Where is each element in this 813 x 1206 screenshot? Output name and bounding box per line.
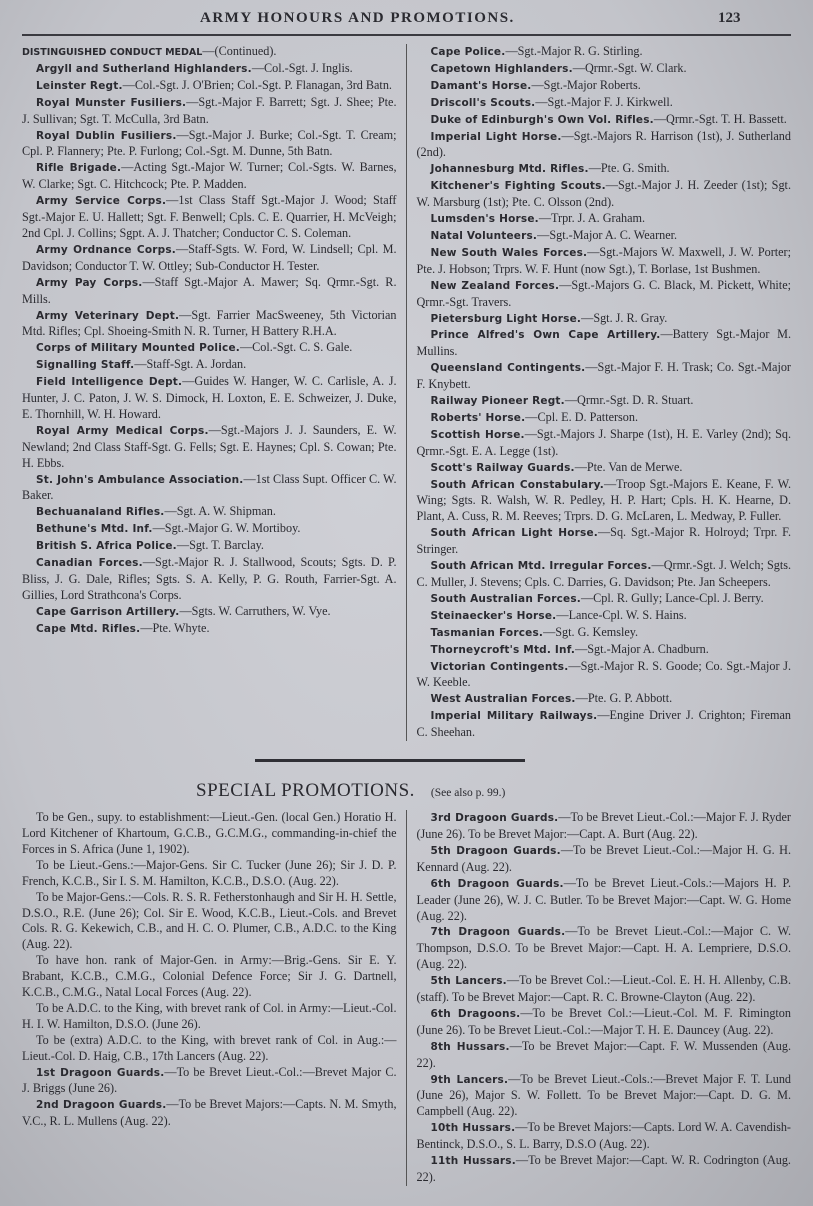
unit-name: 5th Lancers.: [430, 975, 507, 988]
unit-name: Rifle Brigade.: [36, 162, 122, 175]
unit-name: Prince Alfred's Own Cape Artillery.: [430, 329, 661, 342]
entry: [417, 924, 792, 973]
unit-name: Natal Volunteers.: [430, 229, 538, 242]
unit-name: 7th Dragoon Guards.: [430, 926, 566, 939]
unit-name: Cape Mtd. Rifles.: [36, 622, 141, 635]
unit-name: Corps of Military Mounted Police.: [36, 342, 240, 355]
entry: [22, 538, 397, 555]
entry-text: —To be Brevet Lieut.-Col.:—Major F. J. Ryder (June 26). To be Brevet Major:—Capt. A. Burt (Aug. 22).: [416, 810, 791, 841]
special-left-list: [22, 810, 397, 1130]
entry: [22, 242, 397, 275]
entry-text: —Qrmr.-Sgt. J. Welch; Sgts. C. Muller, J. Stevens; Cpls. C. Darries, G. Davidson; Pte. Jan Scheepers.: [416, 558, 791, 589]
unit-name: Capetown Highlanders.: [430, 62, 573, 75]
unit-name: Army Service Corps.: [36, 195, 167, 208]
entry: [22, 95, 397, 128]
unit-name: Army Pay Corps.: [36, 276, 143, 289]
entry-text: —Sgt.-Major G. W. Mortiboy.: [152, 521, 301, 536]
unit-name: Royal Army Medical Corps.: [36, 424, 209, 437]
entry-text: —To be Brevet Majors:—Capts. N. M. Smyth, V.C., R. L. Mullens (Aug. 22).: [22, 1097, 397, 1129]
entry-text: —Pte. Van de Merwe.: [574, 459, 683, 474]
unit-name: Scott's Railway Guards.: [430, 461, 575, 474]
entry-text: To be Major-Gens.:—Cols. R. S. R. Fetherstonhaugh and Sir H. H. Settle, D.S.O., R.E. (June 26); Col. Sir E. Wood, K.C.B., Lieut.-Cols. and Brevet Cols. R. G. Kekewich, C.B., and H. C. O. Plumer, C.B., A.D.C. to the King (Aug. 22).: [22, 889, 397, 952]
unit-name: Queensland Contingents.: [430, 362, 586, 375]
entry: [22, 78, 397, 95]
unit-name: Imperial Light Horse.: [430, 130, 562, 143]
entry-text: —Sgt.-Major R. J. Stallwood, Scouts; Sgts. D. P. Bliss, J. G. Dale, Rifles; Sgts. S. A. Kelly, P. G. Routh, Farrier-Sgt. A. Gillies, Lord Strathcona's Corps.: [22, 555, 397, 602]
entry-text: —Lance-Cpl. W. S. Hains.: [556, 607, 687, 622]
entry: [417, 161, 792, 178]
entry-text: —Sgt. J. R. Gray.: [581, 310, 668, 325]
unit-name: New South Wales Forces.: [430, 246, 588, 259]
unit-name: South African Mtd. Irregular Forces.: [430, 560, 652, 573]
dcm-heading-text: DISTINGUISHED CONDUCT MEDAL: [22, 47, 203, 58]
entry: [417, 61, 792, 78]
entry: [22, 810, 397, 858]
dcm-heading: [22, 44, 397, 61]
entry: [22, 621, 397, 638]
entry: [22, 308, 397, 341]
entry: [22, 340, 397, 357]
entry: [22, 953, 397, 1001]
entry: [22, 1065, 397, 1098]
entry: [417, 112, 792, 129]
entry-text: —Sgt. G. Kemsley.: [543, 624, 639, 639]
unit-name: Argyll and Sutherland Highlanders.: [36, 62, 252, 75]
entry-text: —Sgts. W. Carruthers, W. Vye.: [179, 603, 331, 618]
entry: [22, 555, 397, 604]
entry-text: To have hon. rank of Major-Gen. in Army:—Brig.-Gens. Sir E. Y. Brabant, K.C.B., C.M.G., Colonial Defence Force; Sir J. G. Dartnell, K.C.B., C.M.G., Natal Local Forces (Aug. 22).: [22, 953, 397, 1000]
unit-name: 11th Hussars.: [430, 1155, 516, 1168]
entry-text: —Pte. Whyte.: [140, 620, 210, 635]
entry-text: To be Gen., supy. to establishment:—Lieut.-Gen. (local Gen.) Horatio H. Lord Kitchener of Khartoum, G.C.B., G.C.M.G., commanding-in-chief the Forces in S. Africa (June 1, 1902).: [22, 810, 397, 856]
entry-text: —1st Class Staff Sgt.-Major J. Wood; Staff Sgt.-Major E. U. Hallett; Sgt. F. Benwell; Cpls. C. E. Quarrier, H. McVeigh; 2nd Cpl. J. Collins; Sgpt. A. J. Thatcher; Conductor C. S. Coleman.: [22, 193, 397, 240]
entry-text: —Sgt.-Majors J. J. Saunders, E. W. Newland; 2nd Class Staff-Sgt. G. Fells; Sgt. E. Haynes; Cpl. S. Cowan; Pte. H. Ebbs.: [22, 422, 397, 470]
entry: [22, 890, 397, 954]
entry-text: —To be Brevet Major:—Capt. F. W. Mussenden (Aug. 22).: [416, 1038, 791, 1070]
entry-text: —To be Brevet Lieut.-Cols.:—Brevet Major F. T. Lund (June 26), Major S. W. Follett. To be Brevet Major:—Capt. D. G. M. Campbell (Aug. 22).: [416, 1071, 792, 1119]
entry-text: —1st Class Supt. Officer C. W. Baker.: [22, 471, 397, 503]
unit-name: Leinster Regt.: [36, 79, 123, 92]
entry-text: —Guides W. Hanger, W. C. Carlisle, A. J. Hunter, J. C. Paton, J. W. S. Dimock, H. Loxton, E. E. Schweizer, J. Duke, E. Thornhill, W. H. Howard.: [22, 374, 397, 421]
unit-name: Pietersburg Light Horse.: [430, 312, 582, 325]
entry: [417, 178, 792, 211]
unit-name: Signalling Staff.: [36, 359, 135, 372]
unit-name: 2nd Dragoon Guards.: [36, 1099, 167, 1112]
entry-text: —Sgt.-Majors R. Harrison (1st), J. Sutherland (2nd).: [416, 128, 791, 160]
entry-text: —Sgt. T. Barclay.: [176, 538, 264, 553]
entry: [22, 472, 397, 505]
entry-text: —Sgt.-Major R. S. Goode; Co. Sgt.-Major J. W. Keeble.: [416, 658, 792, 690]
unit-name: Lumsden's Horse.: [430, 213, 539, 226]
entry-text: —Sgt.-Major F. Barrett; Sgt. J. Shee; Pte. J. Sullivan; Sgt. T. McCulla, 3rd Batn.: [22, 94, 397, 126]
dcm-left-list: [22, 61, 397, 638]
unit-name: Bechuanaland Rifles.: [36, 506, 165, 519]
unit-name: 5th Dragoon Guards.: [430, 844, 561, 857]
entry: [417, 876, 792, 925]
entry: [22, 275, 397, 308]
entry-text: —Sgt.-Majors W. Maxwell, J. W. Porter; Pte. J. Hobson; Trprs. W. F. Hunt (now Sgt.), T. Borlase, 1st Bushmen.: [416, 244, 791, 276]
entry-text: —Sgt.-Major Roberts.: [531, 77, 641, 92]
entry: [417, 1072, 792, 1121]
entry-text: —Sgt.-Major A. C. Wearner.: [537, 227, 678, 242]
entry: [22, 357, 397, 374]
dcm-right-column: [407, 44, 792, 741]
entry: [22, 61, 397, 78]
entry: [417, 608, 792, 625]
entry: [22, 521, 397, 538]
dcm-columns: [22, 44, 791, 741]
entry-text: —Battery Sgt.-Major M. Mullins.: [416, 327, 792, 359]
unit-name: Steinaecker's Horse.: [430, 609, 557, 622]
entry-text: —Trpr. J. A. Graham.: [538, 211, 646, 226]
entry-text: —Qrmr.-Sgt. D. R. Stuart.: [564, 393, 694, 408]
entry: [417, 843, 792, 876]
unit-name: Imperial Military Railways.: [430, 710, 598, 723]
entry: [417, 311, 792, 328]
entry-text: —Troop Sgt.-Majors E. Keane, F. W. Wing; Sgts. R. Walsh, W. R. Pedley, H. P. Hart; Cpls. H. K. Hearne, D. Plant, A. Cuss, R. M. Reeves; Trprs. D. G. McLaren, L. Medway, P. Fuller.: [416, 476, 791, 524]
entry: [417, 427, 792, 460]
entry: [417, 327, 792, 360]
unit-name: Cape Police.: [430, 46, 506, 58]
unit-name: Canadian Forces.: [36, 557, 143, 570]
entry: [22, 374, 397, 423]
entry: [22, 160, 397, 193]
special-right-column: [407, 810, 792, 1186]
running-title: ARMY HONOURS AND PROMOTIONS.: [200, 10, 515, 26]
section-title: SPECIAL PROMOTIONS.: [196, 780, 415, 802]
unit-name: Duke of Edinburgh's Own Vol. Rifles.: [430, 113, 654, 126]
entry: [417, 591, 792, 608]
entry: [417, 1153, 792, 1186]
unit-name: Army Veterinary Dept.: [36, 309, 180, 322]
entry-text: —Sgt. Farrier MacSweeney, 5th Victorian Mtd. Rifles; Cpl. Shoeing-Smith N. R. Turner, H Battery R.H.A.: [22, 307, 397, 339]
special-left-column: [22, 810, 407, 1186]
entry: [22, 604, 397, 621]
entry-text: —Sgt.-Major A. Chadburn.: [575, 641, 709, 656]
entry: [22, 193, 397, 242]
entry: [22, 858, 397, 890]
page-number: 123: [718, 10, 741, 26]
entry-text: —Staff-Sgts. W. Ford, W. Lindsell; Cpl. M. Davidson; Conductor T. W. Ottley; Sub-Conductor H. Tester.: [22, 241, 397, 273]
dcm-left-column: [22, 44, 407, 741]
unit-name: Johannesburg Mtd. Rifles.: [430, 163, 589, 176]
entry-text: —Col.-Sgt. C. S. Gale.: [239, 340, 353, 355]
unit-name: West Australian Forces.: [430, 693, 576, 706]
entry-text: —To be Brevet Lieut.-Col.:—Brevet Major C. J. Briggs (June 26).: [22, 1064, 397, 1096]
unit-name: Kitchener's Fighting Scouts.: [430, 180, 606, 193]
entry-text: —Sgt.-Major R. G. Stirling.: [505, 44, 643, 58]
unit-name: British S. Africa Police.: [36, 540, 177, 553]
unit-name: South Australian Forces.: [430, 592, 581, 605]
unit-name: 9th Lancers.: [430, 1073, 509, 1086]
entry-text: —To be Brevet Col.:—Lieut.-Col. M. F. Rimington (June 26). To be Brevet Lieut.-Col.:—Major T. H. E. Dauncey (Aug. 22).: [416, 1005, 791, 1037]
entry: [417, 1039, 792, 1072]
unit-name: Field Intelligence Dept.: [36, 376, 183, 389]
section-rule: [255, 759, 525, 762]
entry-text: To be Lieut.-Gens.:—Major-Gens. Sir C. Tucker (June 26); Sir J. D. P. French, K.C.B., Sir I. S. M. Hamilton, K.C.B., D.S.O. (Aug. 22).: [22, 857, 397, 888]
unit-name: Royal Dublin Fusiliers.: [36, 129, 177, 142]
entry-text: —Sgt.-Majors J. Sharpe (1st), H. E. Varley (2nd); Sq. Qrmr.-Sgt. E. A. Legge (1st).: [416, 426, 792, 458]
section-note: (See also p. 99.): [430, 787, 506, 800]
unit-name: South African Light Horse.: [430, 527, 598, 540]
unit-name: Driscoll's Scouts.: [430, 96, 536, 109]
unit-name: Bethune's Mtd. Inf.: [36, 523, 153, 536]
entry: [417, 78, 792, 95]
unit-name: Royal Munster Fusiliers.: [36, 96, 187, 109]
entry: [417, 129, 792, 162]
entry: [417, 360, 792, 393]
unit-name: 3rd Dragoon Guards.: [430, 812, 559, 825]
entry-text: —Sgt.-Major J. H. Zeeder (1st); Sgt. W. Marsburg (1st); Pte. C. Olsson (2nd).: [416, 178, 791, 210]
entry: [417, 1120, 792, 1153]
entry: [417, 278, 792, 311]
entry: [22, 504, 397, 521]
dcm-heading-suffix: —(Continued).: [202, 44, 277, 58]
entry: [22, 423, 397, 472]
entry-text: —Sgt.-Majors G. C. Black, M. Pickett, White; Qrmr.-Sgt. Travers.: [416, 277, 791, 309]
entry: [22, 1001, 397, 1033]
unit-name: Cape Garrison Artillery.: [36, 605, 180, 618]
unit-name: 6th Dragoon Guards.: [430, 877, 564, 890]
entry: [417, 558, 792, 591]
entry-text: —Cpl. R. Gully; Lance-Cpl. J. Berry.: [580, 590, 764, 605]
unit-name: St. John's Ambulance Association.: [36, 473, 244, 486]
unit-name: 1st Dragoon Guards.: [36, 1066, 165, 1079]
unit-name: Roberts' Horse.: [430, 411, 526, 424]
entry-text: —Engine Driver J. Crighton; Fireman C. Sheehan.: [416, 708, 791, 740]
entry: [22, 128, 397, 161]
unit-name: Tasmanian Forces.: [430, 626, 544, 639]
unit-name: South African Constabulary.: [430, 478, 604, 491]
entry-text: —Col.-Sgt. J. Inglis.: [251, 60, 353, 75]
unit-name: Army Ordnance Corps.: [36, 243, 176, 256]
entry: [417, 477, 792, 526]
entry-text: —Pte. G. Smith.: [588, 161, 670, 176]
entry: [22, 1033, 397, 1065]
entry: [417, 708, 792, 741]
unit-name: Scottish Horse.: [430, 428, 525, 441]
entry-text: —Staff-Sgt. A. Jordan.: [134, 357, 247, 372]
entry-text: —Sgt. A. W. Shipman.: [164, 504, 276, 519]
entry-text: —Qrmr.-Sgt. T. H. Bassett.: [653, 111, 787, 126]
special-columns: [22, 810, 791, 1186]
unit-name: New Zealand Forces.: [430, 279, 560, 292]
special-right-list: [417, 810, 792, 1186]
entry: [417, 691, 792, 708]
entry-text: —Acting Sgt.-Major W. Turner; Col.-Sgts. W. Barnes, W. Clarke; Sgt. C. Hitchcock; Pte. P. Madden.: [22, 160, 397, 192]
page-header: [22, 6, 791, 32]
special-promotions-heading: [196, 780, 791, 802]
entry: [417, 211, 792, 228]
dcm-right-list: [417, 44, 792, 741]
entry: [22, 1097, 397, 1130]
unit-name: Damant's Horse.: [430, 79, 532, 92]
entry: [417, 245, 792, 278]
unit-name: 6th Dragoons.: [430, 1007, 521, 1020]
entry-text: —Staff Sgt.-Major A. Mawer; Sq. Qrmr.-Sgt. R. Mills.: [22, 274, 397, 306]
entry-text: —To be Brevet Lieut.-Col.:—Major H. G. H. Kennard (Aug. 22).: [416, 842, 792, 874]
entry: [417, 525, 792, 558]
unit-name: Victorian Contingents.: [430, 660, 569, 673]
entry: [417, 625, 792, 642]
entry-text: —Sq. Sgt.-Major R. Holroyd; Trpr. F. Stringer.: [416, 525, 791, 557]
entry-text: —Pte. G. P. Abbott.: [575, 691, 673, 706]
entry: [417, 44, 792, 61]
unit-name: Thorneycroft's Mtd. Inf.: [430, 643, 576, 656]
entry-text: —To be Brevet Majors:—Capts. Lord W. A. Cavendish-Bentinck, D.S.O., S. L. Barry, D.S.O (Aug. 22).: [416, 1120, 791, 1152]
header-rule: [22, 34, 791, 36]
entry: [417, 1006, 792, 1039]
entry: [417, 410, 792, 427]
entry-text: —To be Brevet Major:—Capt. W. R. Codrington (Aug. 22).: [416, 1153, 791, 1184]
entry-text: —To be Brevet Col.:—Lieut.-Col. E. H. H. Allenby, C.B. (staff). To be Brevet Major:—Capt. R. C. Browne-Clayton (Aug. 22).: [416, 973, 791, 1005]
unit-name: 8th Hussars.: [430, 1040, 510, 1053]
entry-text: —Sgt.-Major F. H. Trask; Co. Sgt.-Major F. Knybett.: [416, 360, 791, 392]
entry: [417, 973, 792, 1006]
entry: [417, 810, 792, 843]
entry-text: —Sgt.-Major F. J. Kirkwell.: [535, 94, 673, 109]
unit-name: Railway Pioneer Regt.: [430, 395, 565, 408]
entry-text: To be (extra) A.D.C. to the King, with brevet rank of Col. in Aug.:—Lieut.-Col. D. Haig, C.B., 17th Lancers (Aug. 22).: [22, 1032, 397, 1063]
entry-text: To be A.D.C. to the King, with brevet rank of Col. in Army:—Lieut.-Col. H. I. W. Hamilton, D.S.O. (June 26).: [22, 1000, 397, 1031]
entry-text: —To be Brevet Lieut.-Cols.:—Majors H. P. Leader (June 26), W. J. C. Butler. To be Brevet Major:—Capt. W. G. Home (Aug. 22).: [416, 875, 791, 923]
entry: [417, 95, 792, 112]
entry-text: —Col.-Sgt. J. O'Brien; Col.-Sgt. P. Flanagan, 3rd Batn.: [122, 77, 392, 92]
entry: [417, 642, 792, 659]
entry: [417, 228, 792, 245]
unit-name: 10th Hussars.: [430, 1122, 516, 1135]
entry-text: —Qrmr.-Sgt. W. Clark.: [572, 60, 687, 75]
entry: [417, 460, 792, 477]
entry: [417, 393, 792, 410]
entry-text: —Cpl. E. D. Patterson.: [525, 409, 639, 424]
entry-text: —Sgt.-Major J. Burke; Col.-Sgt. T. Cream; Cpl. P. Flannery; Pte. P. Furlong; Col.-Sgt. M. Dunne, 5th Batn.: [22, 127, 397, 159]
entry: [417, 659, 792, 692]
entry-text: —To be Brevet Lieut.-Col.:—Major C. W. Thompson, D.S.O. To be Brevet Major:—Capt. H. A. Lempriere, D.S.O. (Aug. 22).: [416, 924, 791, 972]
